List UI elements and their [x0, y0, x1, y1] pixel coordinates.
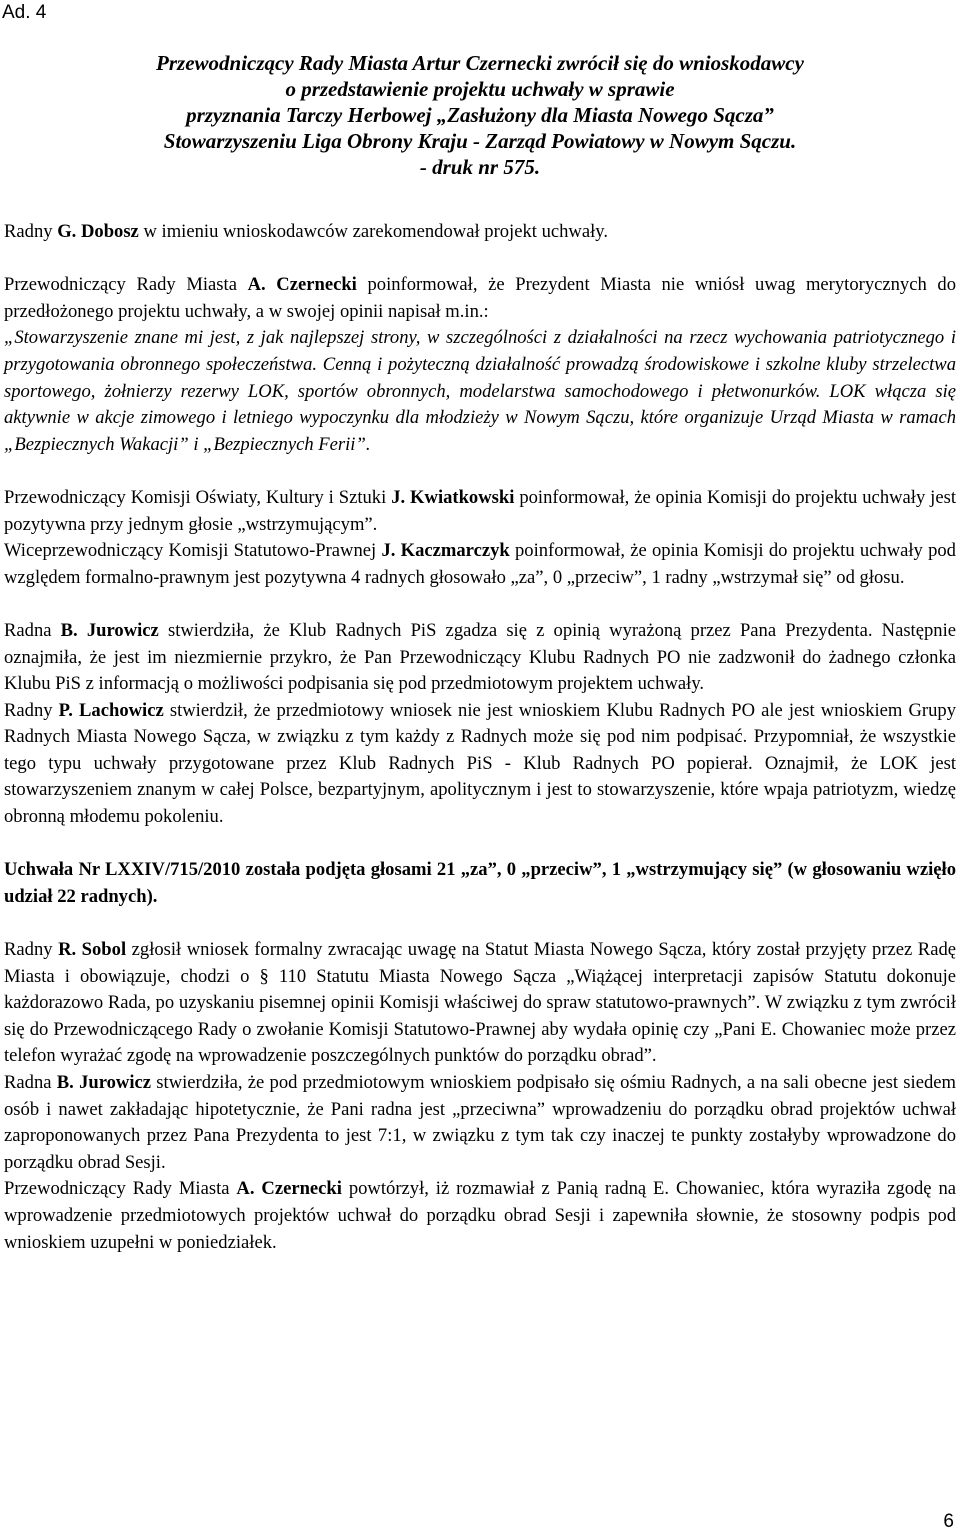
paragraph-sobol: Radny R. Sobol zgłosił wniosek formalny zwracając uwagę na Statut Miasta Nowego Sącza, który został przyjęty przez Radę Miasta i obowiązuje, chodzi o § 110 Statutu Miasta Nowego Sącza „Wiążącej interpretacji zapisów Statutu dokonuje każdorazowo Rada, po uzyskaniu pisemnej opinii Komisji właściwej do spraw statutowo-prawnych”. W związku z tym zwrócił się do Przewodniczącego Rady o zwołanie Komisji Statutowo-Prawnej aby wydała opinię czy „Pani E. Chowaniec może przez telefon wyrażać zgodę na wprowadzenie poszczególnych punktów do porządku obrad”.	[4, 939, 956, 1067]
paragraph-lachowicz: Radny P. Lachowicz stwierdził, że przedmiotowy wniosek nie jest wnioskiem Klubu Radnych PO ale jest wnioskiem Grupy Radnych Miasta Nowego Sącza, w związku z tym każdy z Radnych może się pod nim podpisać. Przypomniał, że wszystkie tego typu uchwały przygotowane przez Klub Radnych PiS - Klub Radnych PO popierał. Oznajmił, że LOK jest stowarzyszeniem znanym w całej Polsce, bezpartyjnym, apolitycznym i jest to stowarzyszenie, które wpaja patriotyzm, wiedzę obronną młodemu pokoleniu.	[4, 699, 956, 828]
president-opinion-quote: „Stowarzyszenie znane mi jest, z jak najlepszej strony, w szczególności z działalności na rzecz wychowania patriotycznego i przygotowania obronnego społeczeństwa. Cenną i pożyteczną działalność prowadzą środowiskowe i szkolne kluby strzelectwa sportowego, żołnierzy rezerwy LOK, sportów obronnych, modelarstwa samochodowego i płetwonurków. LOK włącza się aktywnie w akcje zimowego i letniego wypoczynku dla młodzieży w Nowym Sączu, które organizuje Urząd Miasta w ramach „Bezpiecznych Wakacji” i „Bezpiecznych Ferii”.	[4, 327, 956, 455]
heading-line: - druk nr 575.	[419, 155, 541, 179]
agenda-item-heading	[60, 50, 900, 180]
resolution-result: Uchwała Nr LXXIV/715/2010 została podjęta głosami 21 „za”, 0 „przeciw”, 1 „wstrzymujący się” (w głosowaniu wzięło udział 22 radnych).	[4, 859, 956, 907]
speaker-name: R. Sobol	[58, 939, 127, 961]
heading-line: Stowarzyszeniu Liga Obrony Kraju - Zarząd Powiatowy w Nowym Sączu.	[163, 129, 797, 153]
speaker-name: G. Dobosz	[57, 221, 139, 242]
heading-line: o przedstawienie projektu uchwały w sprawie	[285, 77, 675, 101]
speaker-name: A. Czernecki	[247, 274, 357, 296]
page-label: Ad. 4	[2, 2, 47, 23]
heading-line: Przewodniczący Rady Miasta Artur Czernecki zwrócił się do wnioskodawcy	[156, 51, 804, 75]
paragraph-kaczmarczyk: Wiceprzewodniczący Komisji Statutowo-Prawnej J. Kaczmarczyk poinformował, że opinia Komisji do projektu uchwały pod względem formalno-prawnym jest pozytywna 4 radnych głosowało „za”, 0 „przeciw”, 1 radny „wstrzymał się” od głosu.	[4, 540, 956, 588]
document-body	[4, 219, 956, 1256]
speaker-name: A. Czernecki	[236, 1178, 342, 1200]
speaker-name: P. Lachowicz	[58, 699, 164, 721]
paragraph-czernecki-opinion: Przewodniczący Rady Miasta A. Czernecki poinformował, że Prezydent Miasta nie wniósł uwag merytorycznych do przedłożonego projektu uchwały, a w swojej opinii napisał m.in.: „Stowarzyszenie znane mi jest, z jak najlepszej strony, w szczególności z działalności na rzecz wychowania patriotycznego i przygotowania obronnego społeczeństwa. Cenną i pożyteczną działalność prowadzą środowiskowe i szkolne kluby strzelectwa sportowego, żołnierzy rezerwy LOK, sportów obronnych, modelarstwa samochodowego i płetwonurków. LOK włącza się aktywnie w akcje zimowego i letniego wypoczynku dla młodzieży w Nowym Sączu, które organizuje Urząd Miasta w ramach „Bezpiecznych Wakacji” i „Bezpiecznych Ferii”.	[4, 274, 957, 455]
speaker-name: J. Kaczmarczyk	[381, 540, 510, 562]
paragraph-kwiatkowski: Przewodniczący Komisji Oświaty, Kultury i Sztuki J. Kwiatkowski poinformował, że opinia Komisji do projektu uchwały jest pozytywna przy jednym głosie „wstrzymującym”.	[4, 486, 956, 535]
speaker-name: B. Jurowicz	[60, 619, 159, 641]
paragraph-czernecki-final: Przewodniczący Rady Miasta A. Czernecki powtórzył, iż rozmawiał z Panią radną E. Chowaniec, która wyraziła zgodę na wprowadzenie przedmiotowych projektów uchwał do porządku obrad Sesji i zapewniła słownie, że stosowny podpis pod wnioskiem uzupełni w poniedziałek.	[4, 1178, 957, 1253]
paragraph-dobosz: Radny G. Dobosz w imieniu wnioskodawców zarekomendował projekt uchwały.	[4, 221, 609, 242]
speaker-name: J. Kwiatkowski	[391, 486, 515, 508]
heading-line: przyznania Tarczy Herbowej „Zasłużony dla Miasta Nowego Sącza”	[186, 103, 774, 127]
paragraph-jurowicz-1: Radna B. Jurowicz stwierdziła, że Klub Radnych PiS zgadza się z opinią wyrażoną przez Pana Prezydenta. Następnie oznajmiła, że jest im niezmiernie przykro, że Pan Przewodniczący Klubu Radnych PO nie zadzwonił do żadnego członka Klubu PiS z informacją o możliwości podpisania się pod przedmiotowym projektem uchwały.	[4, 619, 956, 695]
paragraph-jurowicz-2: Radna B. Jurowicz stwierdziła, że pod przedmiotowym wnioskiem podpisało się ośmiu Radnych, a na sali obecne jest siedem osób i nawet zakładając hipotetycznie, że Pani radna jest „przeciwna” wprowadzeniu do porządku obrad projektów uchwał zaproponowanych przez Pana Prezydenta to jest 7:1, w związku z tym tak czy inaczej te punkty zostałyby wprowadzone do porządku obrad Sesji.	[4, 1072, 956, 1173]
speaker-name: B. Jurowicz	[56, 1072, 152, 1093]
page-number: 6	[943, 1511, 954, 1532]
